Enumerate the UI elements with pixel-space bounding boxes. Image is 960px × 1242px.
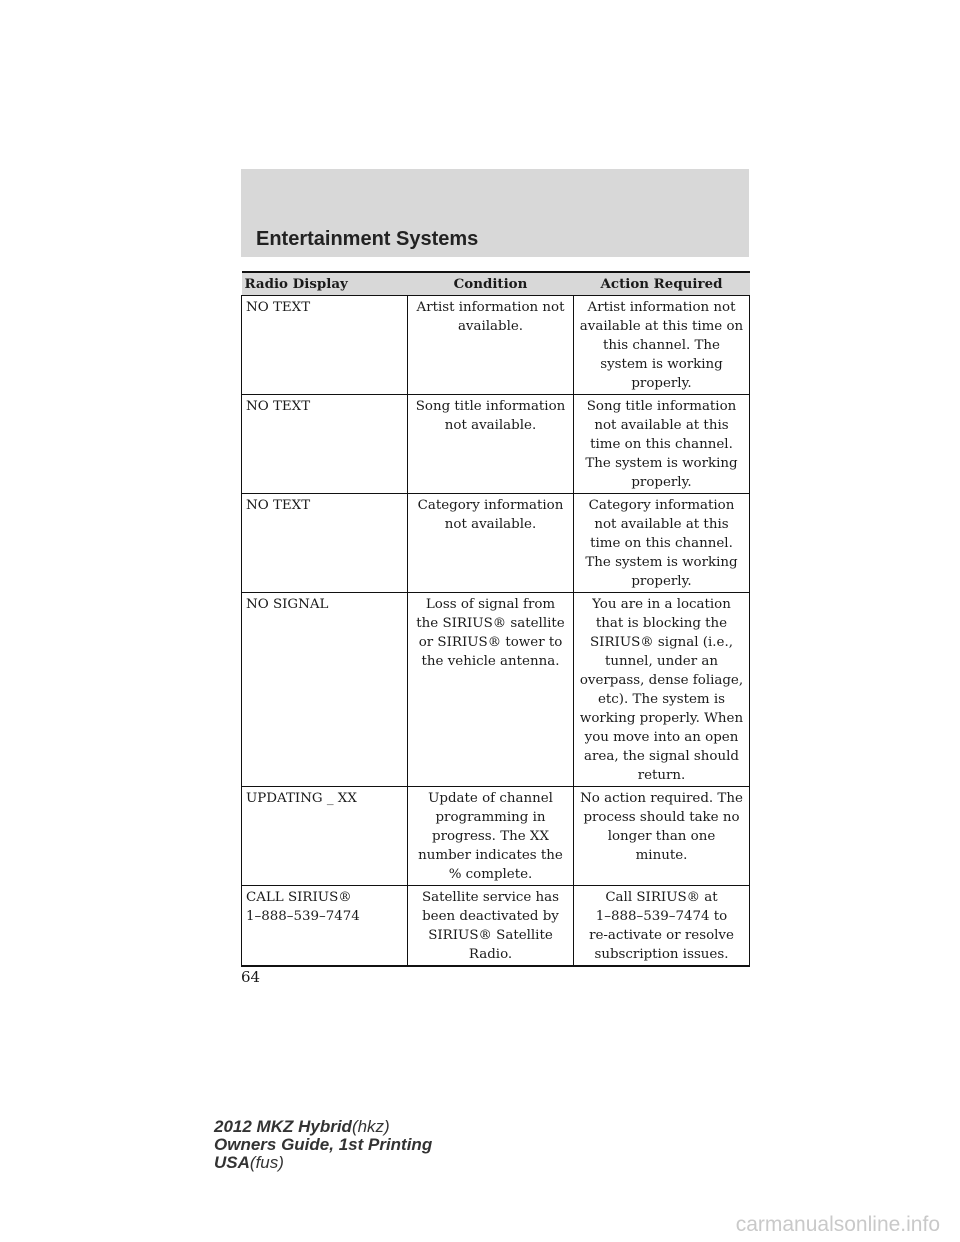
radio-display-cell: NO SIGNAL xyxy=(242,593,408,787)
condition-cell: Artist information not available. xyxy=(408,296,574,395)
radio-display-cell: NO TEXT xyxy=(242,494,408,593)
condition-cell: Loss of signal from the SIRIUS® satellite or SIRIUS® tower to the vehicle antenna. xyxy=(408,593,574,787)
table-row xyxy=(242,296,750,395)
radio-display-cell: UPDATING _ XX xyxy=(242,787,408,886)
table-row xyxy=(242,395,750,494)
condition-cell: Satellite service has been deactivated by SIRIUS® Satellite Radio. xyxy=(408,886,574,967)
section-title: Entertainment Systems xyxy=(256,228,479,250)
footer-model-code: (hkz) xyxy=(351,1117,390,1136)
watermark-text: carmanualsonline.info xyxy=(735,1213,940,1236)
condition-cell: Category information not available. xyxy=(408,494,574,593)
table-row xyxy=(242,593,750,787)
radio-display-cell: CALL SIRIUS® 1–888–539–7474 xyxy=(242,886,408,967)
condition-cell: Song title information not available. xyxy=(408,395,574,494)
table-row xyxy=(242,494,750,593)
table-header-row xyxy=(242,272,750,296)
condition-cell: Update of channel programming in progress. The XX number indicates the % complete. xyxy=(408,787,574,886)
column-header-radio-display: Radio Display xyxy=(242,272,408,296)
action-cell: You are in a location that is blocking the SIRIUS® signal (i.e., tunnel, under an overpass, dense foliage, etc). The system is working properly. When you move into an open area, the signal should return. xyxy=(574,593,750,787)
action-cell: Call SIRIUS® at 1–888–539–7474 to re-activate or resolve subscription issues. xyxy=(574,886,750,967)
footer-market: USA xyxy=(214,1153,250,1172)
radio-display-cell: NO TEXT xyxy=(242,296,408,395)
troubleshooting-table xyxy=(241,271,750,967)
column-header-condition: Condition xyxy=(408,272,574,296)
footer-line-market xyxy=(214,1154,432,1172)
print-footer xyxy=(214,1118,432,1172)
footer-line-model xyxy=(214,1118,432,1136)
table-row xyxy=(242,886,750,967)
action-cell: Artist information not available at this time on this channel. The system is working properly. xyxy=(574,296,750,395)
footer-edition: Owners Guide, 1st Printing xyxy=(214,1135,433,1154)
page-number: 64 xyxy=(241,968,261,986)
footer-market-code: (fus) xyxy=(249,1153,284,1172)
table-row xyxy=(242,787,750,886)
radio-display-cell: NO TEXT xyxy=(242,395,408,494)
action-cell: No action required. The process should take no longer than one minute. xyxy=(574,787,750,886)
footer-line-edition xyxy=(214,1136,432,1154)
column-header-action-required: Action Required xyxy=(574,272,750,296)
footer-model-name: 2012 MKZ Hybrid xyxy=(214,1117,352,1136)
action-cell: Song title information not available at this time on this channel. The system is working properly. xyxy=(574,395,750,494)
action-cell: Category information not available at this time on this channel. The system is working properly. xyxy=(574,494,750,593)
